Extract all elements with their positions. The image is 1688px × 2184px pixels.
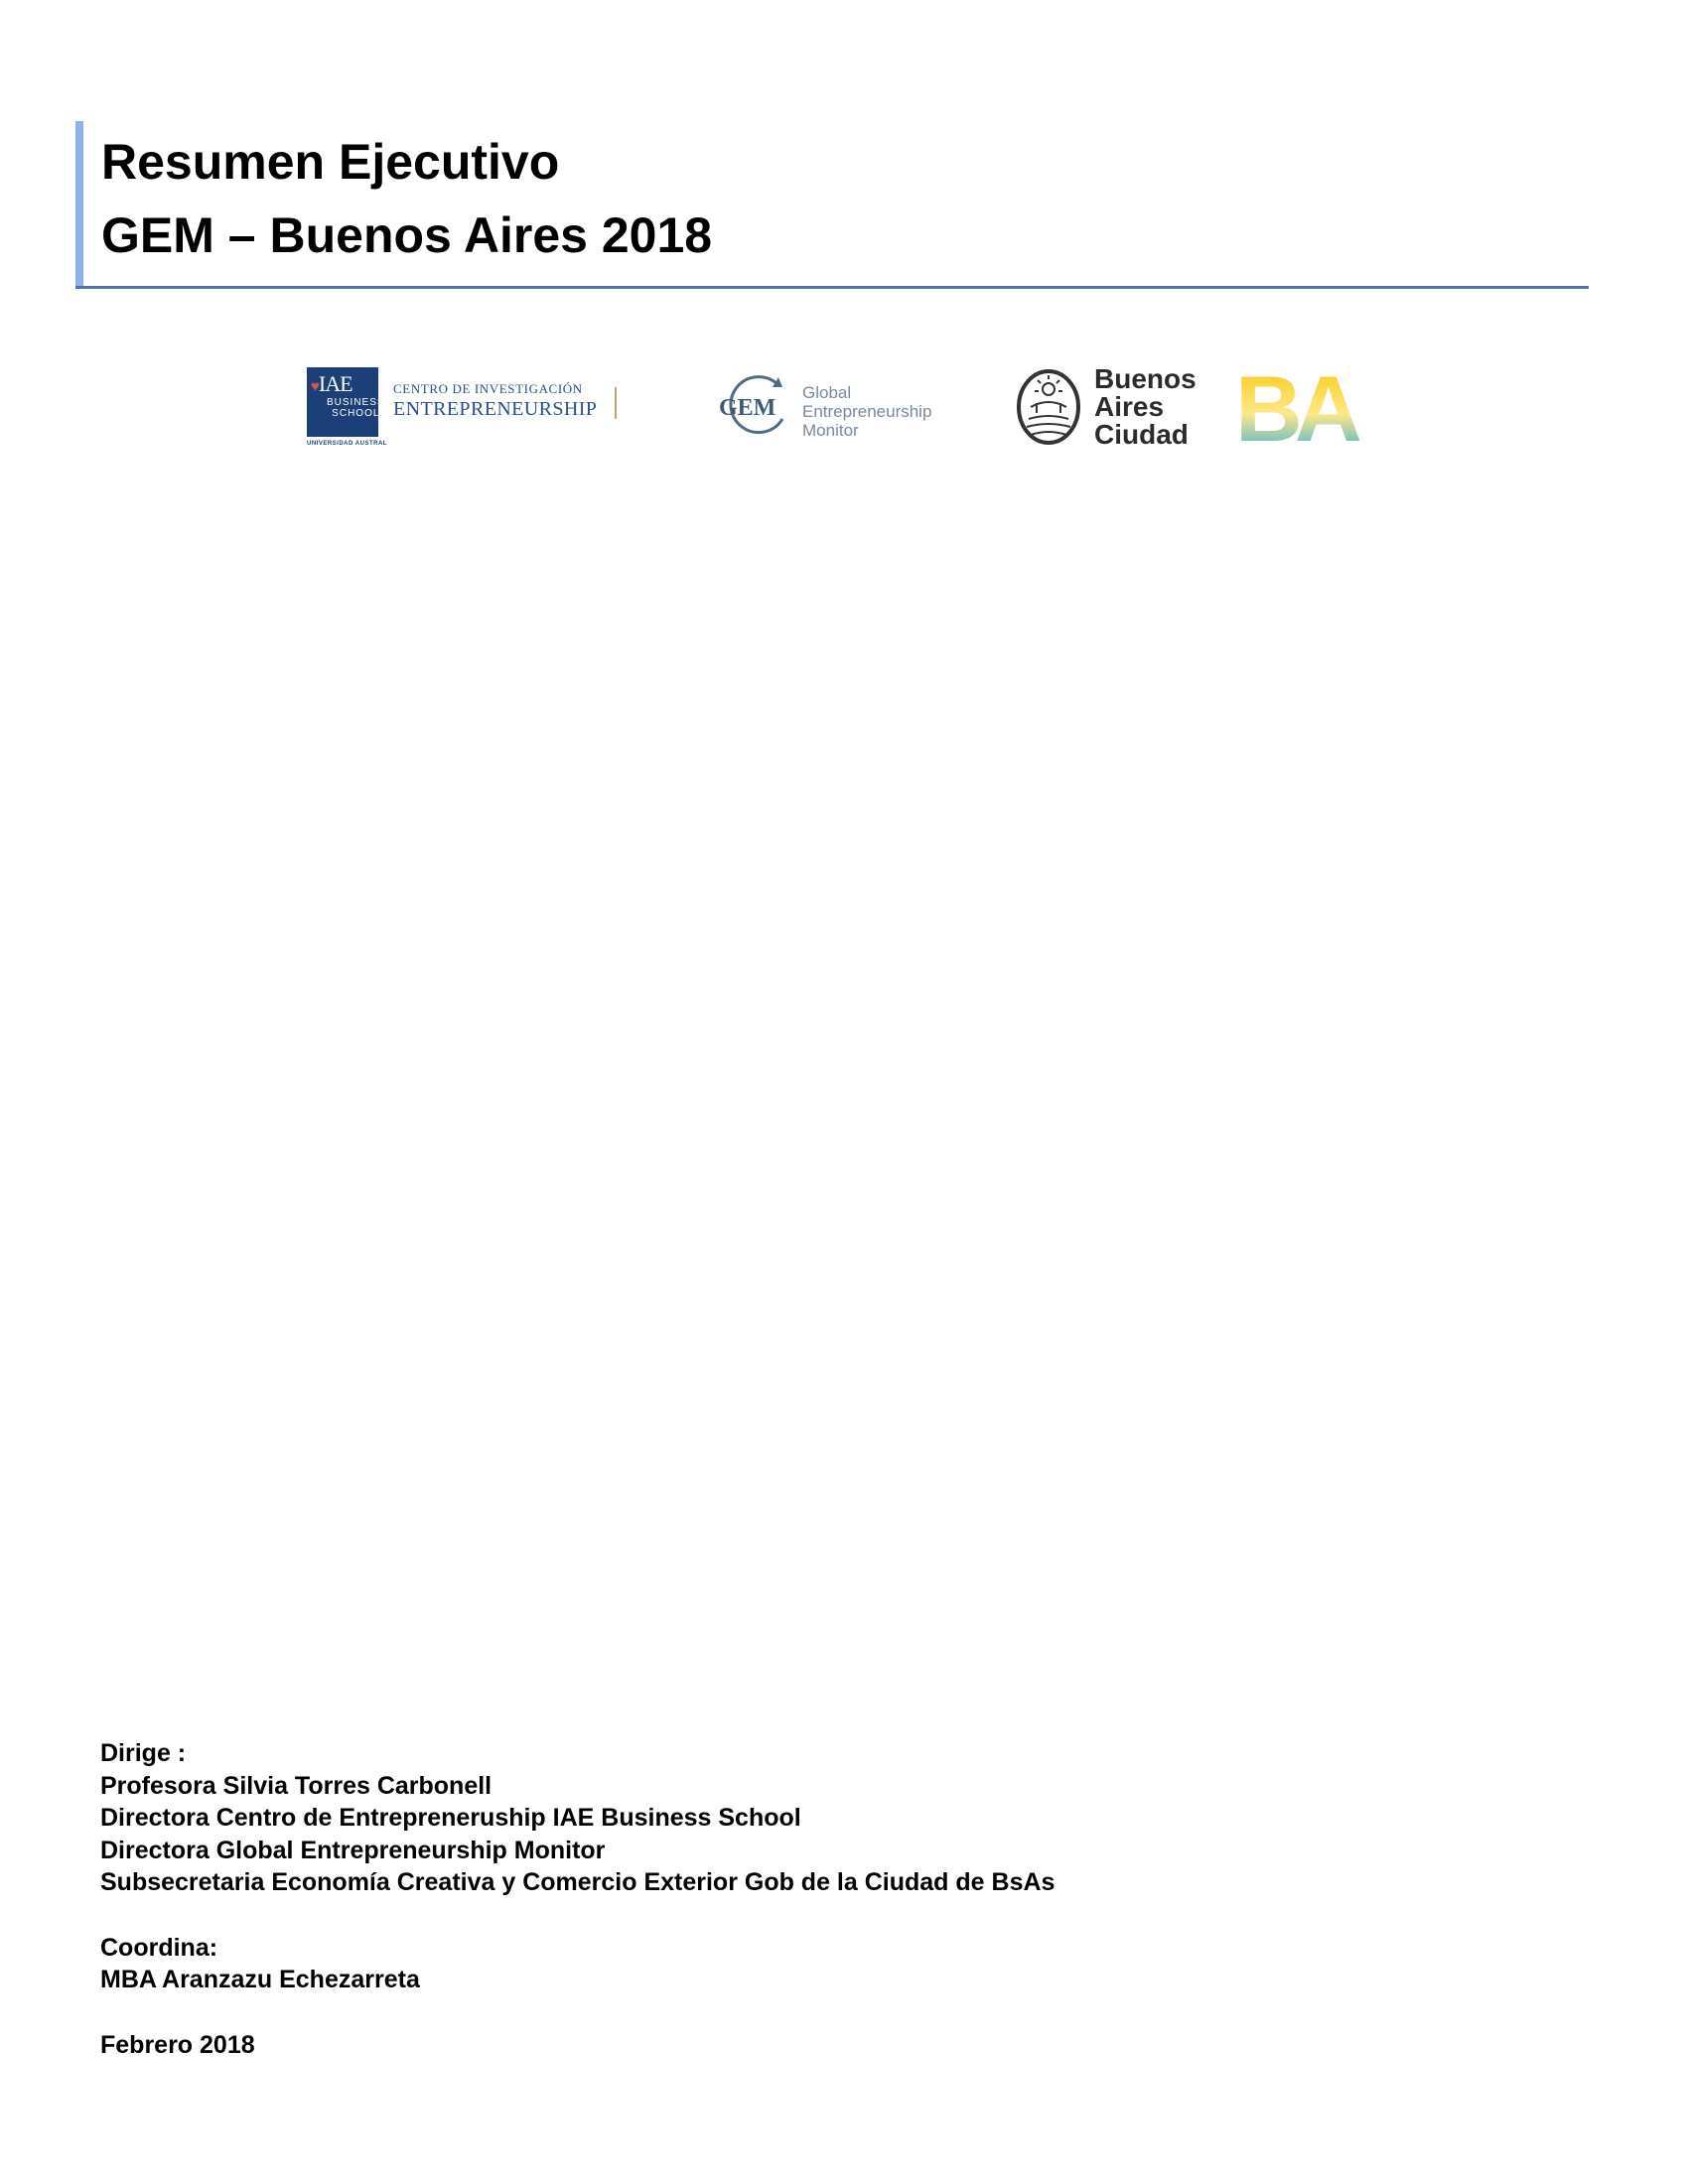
director-role-2: Directora Global Entrepreneurship Monitor — [100, 1836, 606, 1864]
coordinator-name: MBA Aranzazu Echezarreta — [100, 1966, 420, 1993]
director-role-1: Directora Centro de Entreprenеruship IAE Business School — [100, 1804, 801, 1832]
ba-line-1: Buenos — [1094, 363, 1196, 394]
cie-divider — [615, 387, 617, 419]
title-accent-bar — [75, 121, 83, 286]
director-role-3: Subsecretaria Economía Creativa y Comercio Exterior Gob de la Ciudad de BsAs — [100, 1868, 1055, 1896]
document-title — [101, 125, 712, 272]
coordina-label: Coordina: — [100, 1933, 218, 1962]
iae-logo — [307, 367, 385, 437]
iae-shield-icon: ♥ — [311, 379, 319, 395]
buenos-aires-ciudad-text — [1094, 365, 1196, 449]
title-line-2: GEM – Buenos Aires 2018 — [101, 207, 713, 263]
cie-line-2: ENTREPRENEURSHIP — [393, 398, 598, 420]
ba-logo-mark: BA — [1235, 371, 1354, 447]
title-line-1: Resumen Ejecutivo — [101, 134, 560, 190]
iae-logo-mark: ♥IAE — [311, 371, 352, 396]
credits-block — [100, 1737, 1490, 2061]
title-underline-rule — [75, 286, 1589, 289]
ba-logo — [1235, 371, 1376, 447]
ba-line-2: Aires — [1094, 391, 1165, 422]
spacer — [100, 1996, 1490, 2029]
gem-logo-text — [802, 383, 931, 440]
director-name: Profesora Silvia Torres Carbonell — [100, 1771, 492, 1800]
gem-line-1: Global — [802, 383, 852, 402]
publication-date: Febrero 2018 — [100, 2030, 255, 2059]
cie-logo-text — [393, 381, 597, 421]
dirige-label: Dirige : — [100, 1739, 187, 1767]
title-block — [75, 121, 1589, 290]
gem-line-2: Entrepreneurship — [802, 402, 932, 421]
universidad-austral-label: UNIVERSIDAD AUSTRAL — [307, 441, 387, 447]
ba-line-3: Ciudad — [1094, 419, 1189, 450]
gem-mark: GEM — [719, 395, 776, 421]
logos-row — [0, 357, 1688, 467]
spacer — [100, 1899, 1490, 1932]
gem-line-3: Monitor — [802, 421, 859, 440]
cie-line-1: CENTRO DE INVESTIGACIÓN — [393, 381, 583, 396]
iae-logo-subtitle: BUSINESS SCHOOL — [327, 397, 385, 419]
gem-logo — [717, 371, 796, 441]
buenos-aires-seal-icon — [1015, 367, 1082, 447]
